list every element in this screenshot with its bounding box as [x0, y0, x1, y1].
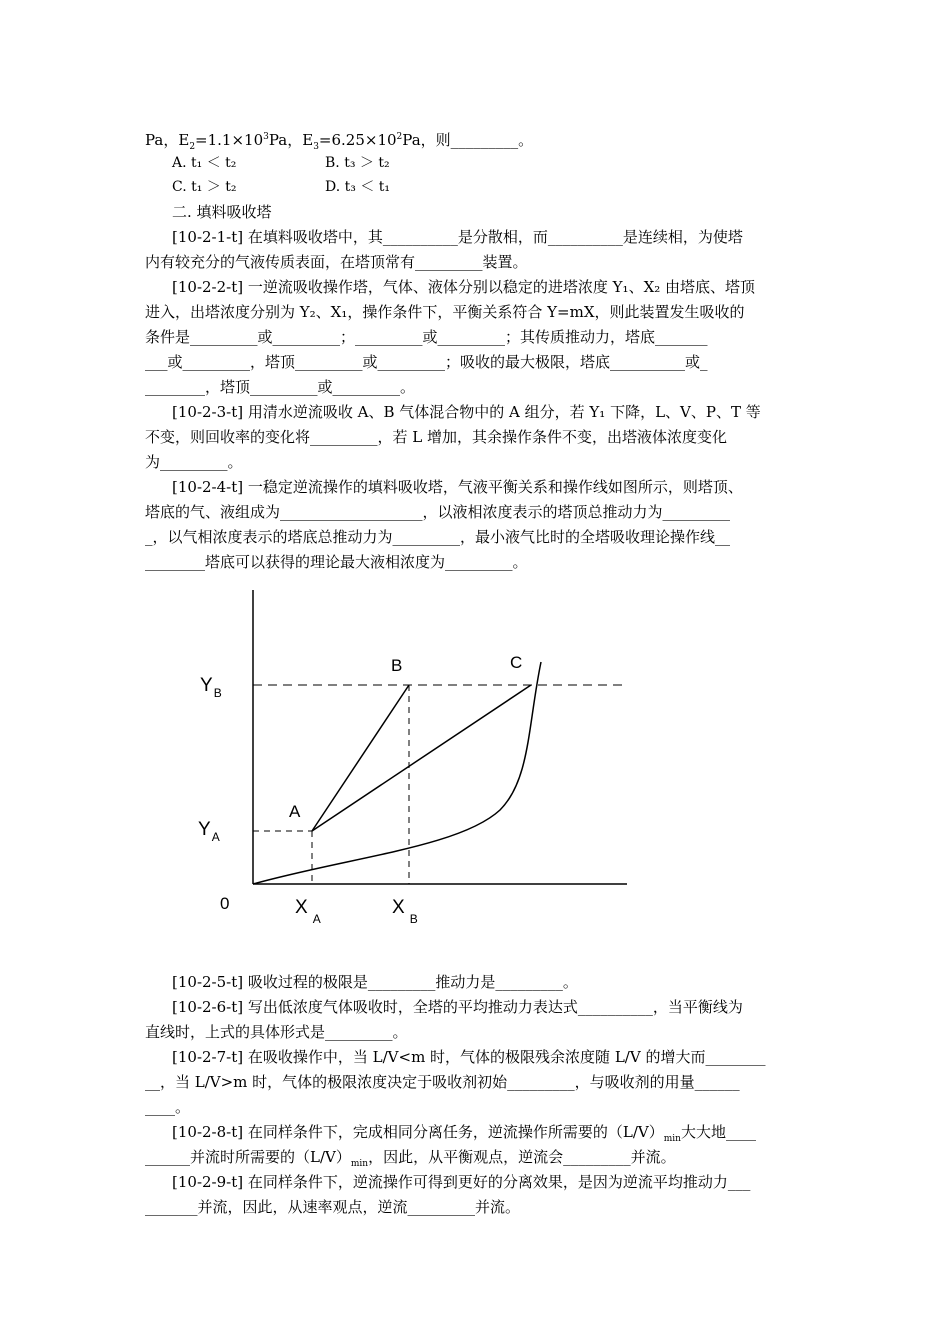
q2-line4: ___或_________，塔顶_________或_________；吸收的最大极限，塔底__________或_ — [145, 353, 708, 371]
q4-line2: 塔底的气、液组成为___________________，以液相浓度表示的塔顶总推动力为_________ — [145, 503, 731, 521]
option-b: B. t₃ ＞ t₂ — [325, 155, 390, 171]
q7-line2: __，当 L/V>m 时，气体的极限浓度决定于吸收剂初始_________，与吸收剂的用量______ — [145, 1073, 740, 1091]
option-d: D. t₃ ＜ t₁ — [325, 179, 391, 195]
q7-line3: ____。 — [145, 1098, 191, 1116]
operating-line-ac — [312, 685, 531, 831]
header-line: Pa，$E_2=1.1\times 10^3Pa$，$E_3=6.25\times 10^2Pa$，则_________。 — [145, 131, 534, 152]
point-label-b: B — [391, 656, 403, 675]
q4-line4: ________塔底可以获得的理论最大液相浓度为_________。 — [145, 553, 528, 571]
label-ya: $Y_A$ — [198, 819, 220, 844]
q8-line1: [10-2-8-t] 在同样条件下，完成相同分离任务，逆流操作所需要的$(L/V)_{min}$大大地____ — [172, 1123, 756, 1144]
q4-line3: _，以气相浓度表示的塔底总推动力为_________，最小液气比时的全塔吸收理论操作线__ — [145, 528, 731, 546]
q8-line2: ______并流时所需要的$(L/V)_{min}$，因此，从平衡观点，逆流会_________并流。 — [145, 1148, 676, 1169]
q2-line2: 进入，出塔浓度分别为 Y₂、X₁，操作条件下，平衡关系符合 Y=mX，则此装置发生吸收的 — [145, 303, 745, 321]
point-label-a: A — [289, 802, 301, 821]
q3-line2: 不变，则回收率的变化将_________，若 L 增加，其余操作条件不变，出塔液体浓度变化 — [145, 428, 728, 446]
q2-line1: [10-2-2-t] 一逆流吸收操作塔，气体、液体分别以稳定的进塔浓度 Y₁、X₂ 由塔底、塔顶 — [172, 278, 756, 296]
q9-line2: _______并流，因此，从速率观点，逆流_________并流。 — [145, 1198, 521, 1216]
label-xb: $X_B$ — [392, 897, 418, 926]
equilibrium-diagram — [190, 585, 650, 930]
q3-line3: 为_________。 — [145, 453, 243, 471]
q2-line3: 条件是_________或_________；_________或_________；其传质推动力，塔底_______ — [145, 328, 708, 346]
q1-line2: 内有较充分的气液传质表面，在塔顶常有_________装置。 — [145, 253, 528, 271]
option-a: A. t₁ ＜ t₂ — [172, 155, 237, 171]
label-yb: $Y_B$ — [200, 675, 222, 700]
q6-line2: 直线时，上式的具体形式是_________。 — [145, 1023, 408, 1041]
q3-line1: [10-2-3-t] 用清水逆流吸收 A、B 气体混合物中的 A 组分，若 Y₁ 下降，L、V、P、T 等 — [172, 403, 761, 421]
equilibrium-curve — [253, 662, 541, 884]
q7-line1: [10-2-7-t] 在吸收操作中，当 L/V<m 时，气体的极限残余浓度随 L/V 的增大而________ — [172, 1048, 766, 1066]
q9-line1: [10-2-9-t] 在同样条件下，逆流操作可得到更好的分离效果，是因为逆流平均推动力___ — [172, 1173, 751, 1191]
q1-line1: [10-2-1-t] 在填料吸收塔中，其__________是分散相，而__________是连续相，为使塔 — [172, 228, 743, 246]
label-xa: $X_A$ — [295, 897, 321, 926]
q2-line5: ________，塔顶_________或_________。 — [145, 378, 416, 396]
label-origin: 0 — [220, 894, 230, 913]
point-label-c: C — [510, 653, 523, 672]
q6-line1: [10-2-6-t] 写出低浓度气体吸收时，全塔的平均推动力表达式__________，当平衡线为 — [172, 998, 743, 1016]
q4-line1: [10-2-4-t] 一稳定逆流操作的填料吸收塔，气液平衡关系和操作线如图所示，则塔顶、 — [172, 478, 743, 496]
q5-line1: [10-2-5-t] 吸收过程的极限是_________推动力是_________。 — [172, 973, 578, 991]
section-title: 二. 填料吸收塔 — [172, 203, 272, 221]
option-c: C. t₁ ＞ t₂ — [172, 179, 237, 195]
line-ab — [312, 685, 409, 831]
